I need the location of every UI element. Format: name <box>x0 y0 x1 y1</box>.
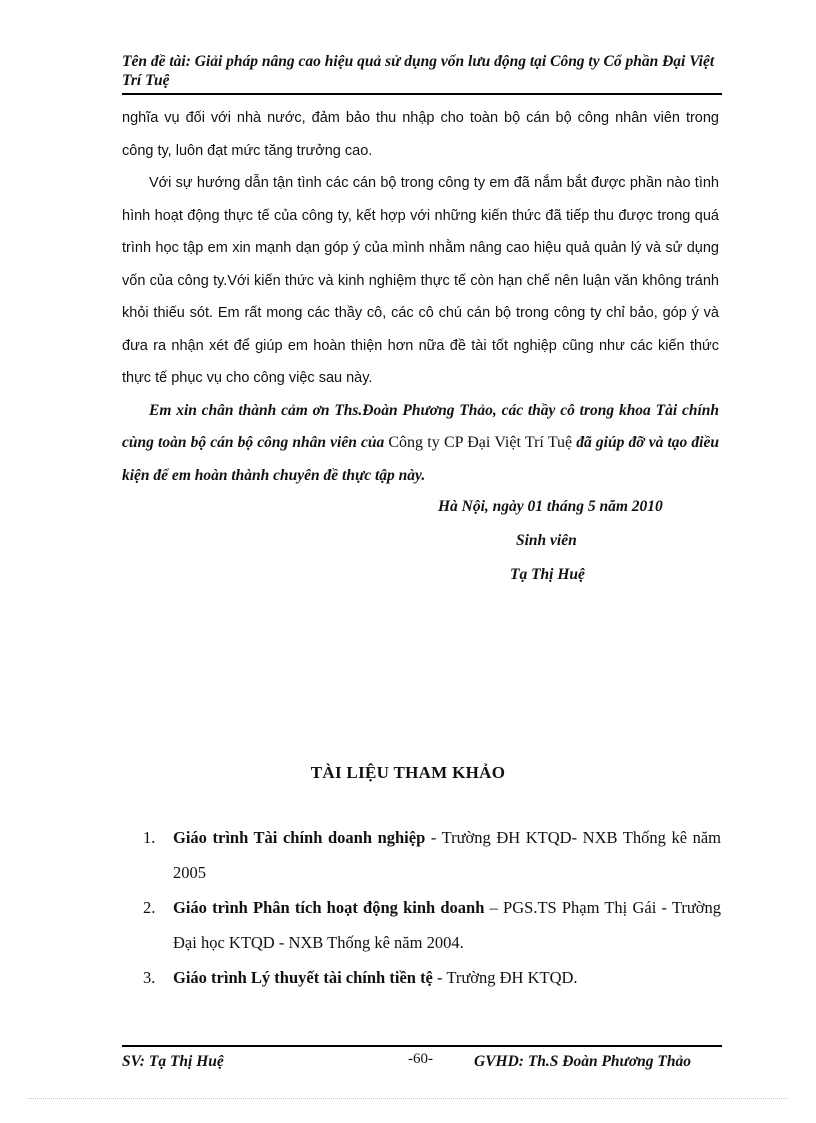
footer-rule <box>122 1045 722 1047</box>
reference-details: – PGS.TS Phạm Thị Gái - Trường Đại học KTQD - NXB Thống kê năm 2004. <box>173 898 722 952</box>
signature-date: Hà Nội, ngày 01 tháng 5 năm 2010 <box>438 498 663 515</box>
reference-item <box>143 890 721 960</box>
reference-title: Giáo trình Phân tích hoạt động kinh doanh <box>173 898 485 917</box>
page-bottom-dotted-line <box>28 1098 788 1099</box>
reference-number: 3. <box>143 968 156 987</box>
reference-title: Giáo trình Tài chính doanh nghiệp <box>173 828 426 847</box>
thanks-part-2: đã giúp đỡ và tạo điều kiện để em hoàn thành chuyên đề thực tập này. <box>122 434 719 484</box>
paragraph-1: nghĩa vụ đối với nhà nước, đảm bảo thu nhập cho toàn bộ cán bộ công nhân viên trong công ty, luôn đạt mức tăng trưởng cao. <box>122 110 719 159</box>
reference-title: Giáo trình Lý thuyết tài chính tiền tệ <box>173 968 433 987</box>
reference-text <box>173 820 721 890</box>
references-title: TÀI LIỆU THAM KHẢO <box>310 763 506 782</box>
references-list <box>143 820 721 995</box>
body-text <box>122 102 719 492</box>
company-name: Công ty CP Đại Việt Trí Tuệ <box>388 434 573 451</box>
signature-name: Tạ Thị Huệ <box>510 566 585 583</box>
footer-student: SV: Tạ Thị Huệ <box>122 1053 224 1070</box>
page-header <box>122 52 722 95</box>
paragraph-2: Với sự hướng dẫn tận tình các cán bộ trong công ty em đã nắm bắt được phần nào tình hình hoạt động thực tế của công ty, kết hợp với những kiến thức đã tiếp thu được trong quá trình học tập em xin mạnh dạn góp ý của mình nhằm nâng cao hiệu quả quản lý và sử dụng vốn của công ty.Với kiến thức và kinh nghiệm thực tế còn hạn chế nên luận văn không tránh khỏi thiếu sót. Em rất mong các thầy cô, các cô chú cán bộ trong công ty chỉ bảo, góp ý và đưa ra nhận xét để giúp em hoàn thiện hơn nữa đề tài tốt nghiệp cũng như các kiến thức thực tế phục vụ cho công việc sau này. <box>122 175 719 386</box>
reference-details: - Trường ĐH KTQD. <box>432 968 578 987</box>
footer-page-number: -60- <box>408 1051 433 1067</box>
footer-advisor: GVHD: Th.S Đoàn Phương Thảo <box>474 1053 691 1070</box>
reference-details: - Trường ĐH KTQD- NXB Thống kê năm 2005 <box>173 828 721 882</box>
reference-number: 2. <box>143 898 156 917</box>
reference-item <box>143 960 721 995</box>
acknowledgement-paragraph <box>122 395 719 493</box>
reference-number: 1. <box>143 828 156 847</box>
signature-role: Sinh viên <box>516 532 577 549</box>
reference-item <box>143 820 721 890</box>
thanks-part-1: Em xin chân thành cảm ơn Ths.Đoàn Phương Thảo, các thầy cô trong khoa Tài chính cùng toàn bộ cán bộ công nhân viên của <box>122 401 719 451</box>
header-title: Giải pháp nâng cao hiệu quả sử dụng vốn lưu động tại Công ty Cổ phần Đại Việt Trí Tuệ <box>122 53 715 89</box>
reference-text <box>173 890 721 960</box>
reference-text <box>173 960 721 995</box>
header-label: Tên đề tài: <box>122 53 191 70</box>
